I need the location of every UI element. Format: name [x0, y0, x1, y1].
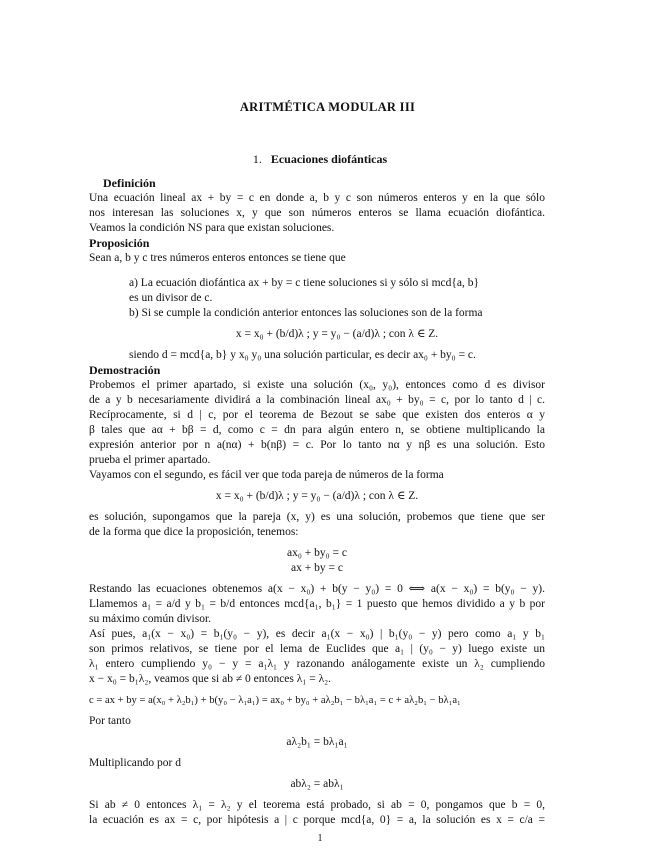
equation-4: abλ₂ = abλ₁ [290, 778, 344, 790]
por-tanto-text: Por tanto [89, 715, 131, 727]
text-line: prueba el primer apartado. [89, 454, 211, 466]
text-line: son primos relativos, se tiene por el lema de Euclides que a₁ | (y₀ − y) luego existe un [89, 643, 545, 655]
section-number: 1. [252, 152, 262, 166]
text-line: la ecuación es ax = c, por hipótesis a | c porque mcd{a, 0} = a, la solución es x = c/a = [89, 814, 545, 826]
proof-paragraph-3 [89, 582, 545, 687]
text-line: x − x₀ = b₁λ₂, veamos que si ab ≠ 0 entonces λ₁ = λ₂. [89, 673, 332, 685]
section-heading [0, 152, 640, 167]
definition-paragraph [89, 191, 545, 236]
proposition-items [89, 276, 545, 363]
proof-heading: Demostración [89, 363, 161, 377]
text-line: Restando las ecuaciones obtenemos a(x − x₀) + b(y − y₀) = 0 ⟺ a(x − x₀) = b(y₀ − y). [89, 583, 545, 595]
item-b-line: b) Si se cumple la condición anterior entonces las soluciones son de la forma [129, 307, 483, 319]
item-a-line: es un divisor de c. [129, 292, 213, 304]
multiplicando-text: Multiplicando por d [89, 757, 181, 769]
item-a-line: a) La ecuación diofántica ax + by = c tiene soluciones si y sólo si mcd{a, b} [129, 277, 480, 289]
section-title: Ecuaciones diofánticas [270, 152, 388, 166]
long-equation: c = ax + by = a(x₀ + λ₂b₁) + b(y₀ − λ₁a₁) = ax₀ + by₀ + aλ₂b₁ − bλ₁a₁ = c + aλ₂b₁ − bλ₁a₁ [89, 695, 461, 706]
definition-heading: Definición [103, 176, 156, 190]
text-line: de la forma que dice la proposición, tenemos: [89, 526, 299, 538]
text-line: λ₁ entero cumpliendo y₀ − y = a₁λ₁ y razonando análogamente existe un λ₂ cumpliendo [89, 658, 545, 670]
document-body [89, 176, 545, 828]
text-line: expresión anterior por n a(nα) + b(nβ) = c. Por lo tanto nα y nβ es una solución. Esto [89, 439, 545, 451]
text-line: Recíprocamente, si d | c, por el teorema de Bezout se sabe que existen dos enteros α y [89, 409, 545, 421]
proposition-after: siendo d = mcd{a, b} y x₀ y₀ una solución particular, es decir ax₀ + by₀ = c. [129, 349, 476, 361]
text-line: nos interesan las soluciones x, y que son números enteros se llama ecuación diofántica. [89, 207, 545, 219]
text-line: Llamemos a₁ = a/d y b₁ = b/d entonces mcd{a₁, b₁} = 1 puesto que hemos dividido a y b por [89, 598, 545, 610]
text-line: es solución, supongamos que la pareja (x, y) es una solución, probemos que tiene que ser [89, 511, 545, 523]
text-line: Veamos la condición NS para que existan soluciones. [89, 222, 335, 234]
solution-formula-2: x = x₀ + (b/d)λ ; y = y₀ − (a/d)λ ; con λ ∈ Z. [215, 490, 419, 502]
proposition-heading: Proposición [89, 236, 150, 250]
document-title: ARITMÉTICA MODULAR III [239, 100, 416, 114]
proposition-intro: Sean a, b y c tres números enteros entonces se tiene que [89, 252, 346, 264]
text-line: Así pues, a₁(x − x₀) = b₁(y₀ − y), es decir a₁(x − x₀) | b₁(y₀ − y) pero como a₁ y b₁ [89, 628, 545, 640]
system-equation: ax + by = c [291, 562, 343, 574]
page-number: 1 [317, 833, 323, 844]
text-line: Probemos el primer apartado, si existe una solución (x₀, y₀), entonces como d es divisor [89, 379, 545, 391]
proof-paragraph-1 [89, 378, 545, 483]
equation-3: aλ₂b₁ = bλ₁a₁ [286, 736, 348, 748]
proof-paragraph-2 [89, 510, 545, 540]
solution-formula: x = x₀ + (b/d)λ ; y = y₀ − (a/d)λ ; con λ ∈ Z. [235, 328, 439, 340]
text-line: Una ecuación lineal ax + by = c en donde a, b y c son números enteros y en la que sólo [89, 192, 545, 204]
text-line: Vayamos con el segundo, es fácil ver que toda pareja de números de la forma [89, 469, 444, 481]
text-line: su máximo común divisor. [89, 613, 212, 625]
text-line: de a y b necesariamente dividirá a la combinación lineal ax₀ + by₀ = c, por lo tanto d | c. [89, 394, 545, 406]
text-line: β tales que aα + bβ = d, como c = dn para algún entero n, se obtiene multiplicando la [89, 424, 545, 436]
text-line: Si ab ≠ 0 entonces λ₁ = λ₂ y el teorema está probado, si ab = 0, pongamos que b = 0, [89, 799, 545, 811]
system-equation: ax₀ + by₀ = c [287, 547, 347, 559]
proof-paragraph-final [89, 798, 545, 828]
